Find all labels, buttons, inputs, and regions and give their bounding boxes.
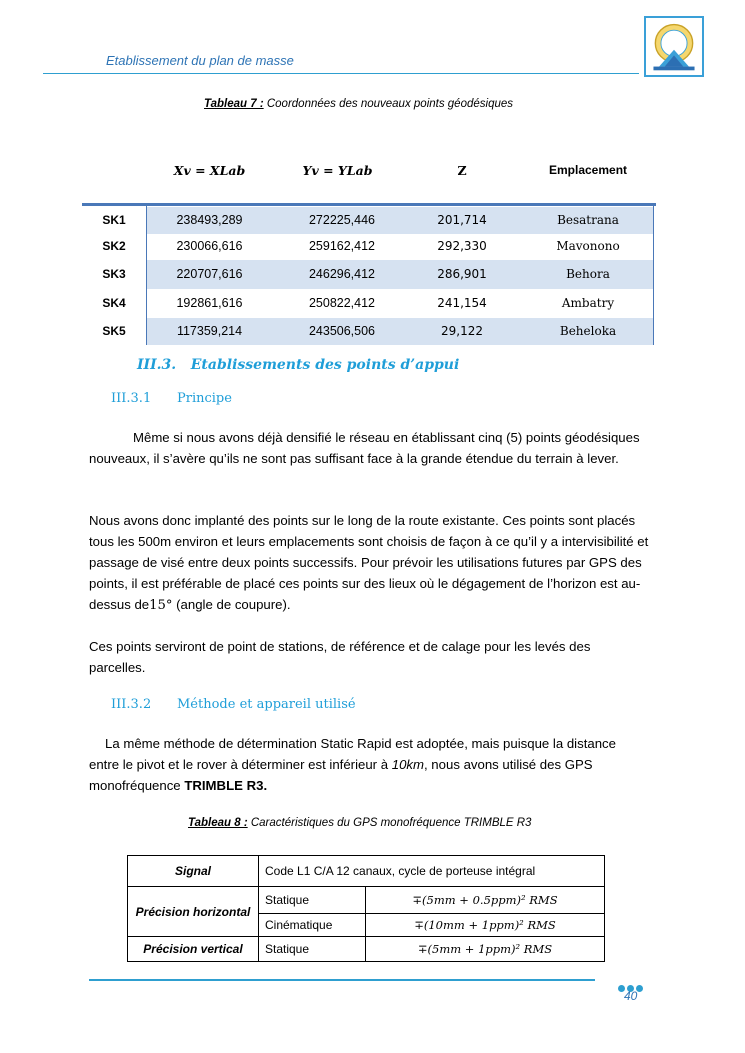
table-row bbox=[82, 289, 654, 318]
row-x: 192861,616 bbox=[176, 296, 243, 310]
row-place: Besatrana bbox=[557, 213, 619, 227]
vertical-static-value: ∓(5mm + 1ppm)² RMS bbox=[417, 942, 553, 956]
table7-column-divider bbox=[146, 206, 147, 345]
paragraph-4: La même méthode de détermination Static Rapid est adoptée, mais puisque la distance entre le pivot et le rover à déterminer est inférieur à 10km, nous avons utilisé des GPS monofréquence TRIMBLE R3. bbox=[89, 736, 616, 793]
row-place: Mavonono bbox=[556, 239, 620, 253]
row-z: 286,901 bbox=[437, 267, 487, 281]
row-z: 29,122 bbox=[441, 324, 483, 338]
header-z: Z bbox=[457, 163, 467, 178]
row-y: 246296,412 bbox=[308, 267, 376, 281]
header-yv: Yv = YLab bbox=[302, 163, 373, 178]
section-heading: III.3. Etablissements des points d’appui bbox=[137, 357, 460, 373]
table8-caption: Tableau 8 : Caractéristiques du GPS monofréquence TRIMBLE R3 bbox=[188, 817, 532, 829]
row-x: 117359,214 bbox=[176, 324, 243, 338]
horizontal-kinematic-label: Cinématique bbox=[265, 918, 333, 932]
horizontal-static-value: ∓(5mm + 0.5ppm)² RMS bbox=[412, 893, 558, 907]
table7-caption: Tableau 7 : Coordonnées des nouveaux points géodésiques bbox=[204, 98, 514, 110]
row-place: Ambatry bbox=[561, 296, 615, 310]
row-y: 243506,506 bbox=[308, 324, 376, 338]
paragraph-2: Nous avons donc implanté des points sur le long de la route existante. Ces points sont placés tous les 500m environ et leurs emplacements sont choisis de façon à ce qu’il y a intervisibilité et passage de visé entre deux points successifs. Pour prévoir les utilisations futures par GPS des points, il est préférable de placé ces points sur des lieux où le dégagement de l’horizon est au-dessus de15° (angle de coupure). bbox=[89, 513, 649, 613]
subsection-heading-methode: III.3.2 Méthode et appareil utilisé bbox=[111, 697, 356, 712]
subsection-heading-principe: III.3.1 Principe bbox=[111, 391, 232, 406]
signal-value: Code L1 C/A 12 canaux, cycle de porteuse intégral bbox=[265, 864, 536, 878]
page-number: 40 bbox=[624, 989, 638, 1003]
horizontal-static-label: Statique bbox=[265, 893, 310, 907]
header-rule bbox=[43, 73, 639, 74]
row-z: 292,330 bbox=[437, 239, 487, 253]
row-place: Beheloka bbox=[559, 324, 617, 338]
paragraph-3: Ces points serviront de point de stations, de référence et de calage pour les levés des parcelles. bbox=[89, 639, 591, 675]
table-row bbox=[82, 207, 654, 234]
horizontal-kinematic-value: ∓(10mm + 1ppm)² RMS bbox=[414, 918, 556, 932]
row-x: 220707,616 bbox=[176, 267, 243, 281]
signal-label: Signal bbox=[174, 864, 211, 878]
header-emplacement: Emplacement bbox=[548, 163, 628, 177]
table7-right-border bbox=[653, 206, 654, 345]
row-z: 201,714 bbox=[437, 213, 487, 227]
row-id: SK5 bbox=[102, 324, 126, 338]
header-xv: Xv = XLab bbox=[173, 163, 246, 178]
institution-logo bbox=[644, 16, 704, 77]
row-y: 272225,446 bbox=[308, 213, 376, 227]
paragraph-1: Même si nous avons déjà densifié le réseau en établissant cinq (5) points géodésiques nouveaux, il s’avère qu’ils ne sont pas suffisant face à la grande étendue du terrain à lever. bbox=[89, 430, 640, 466]
row-y: 250822,412 bbox=[308, 296, 376, 310]
row-place: Behora bbox=[566, 267, 610, 281]
table-row bbox=[82, 318, 654, 345]
row-x: 230066,616 bbox=[176, 239, 243, 253]
row-z: 241,154 bbox=[437, 296, 487, 310]
vertical-static-label: Statique bbox=[265, 942, 310, 956]
running-header: Etablissement du plan de masse bbox=[106, 53, 294, 68]
row-id: SK2 bbox=[102, 239, 126, 253]
row-x: 238493,289 bbox=[176, 213, 243, 227]
vertical-precision-label: Précision vertical bbox=[143, 942, 243, 956]
gps-spec-table bbox=[127, 855, 605, 962]
row-id: SK3 bbox=[102, 267, 126, 281]
horizontal-precision-label: Précision horizontal bbox=[135, 904, 251, 919]
row-y: 259162,412 bbox=[308, 239, 376, 253]
table-row bbox=[82, 260, 654, 289]
row-id: SK4 bbox=[102, 296, 126, 310]
row-id: SK1 bbox=[102, 213, 126, 227]
footer-rule bbox=[89, 979, 595, 981]
table-row bbox=[82, 233, 654, 260]
table7-top-rule bbox=[82, 203, 656, 206]
